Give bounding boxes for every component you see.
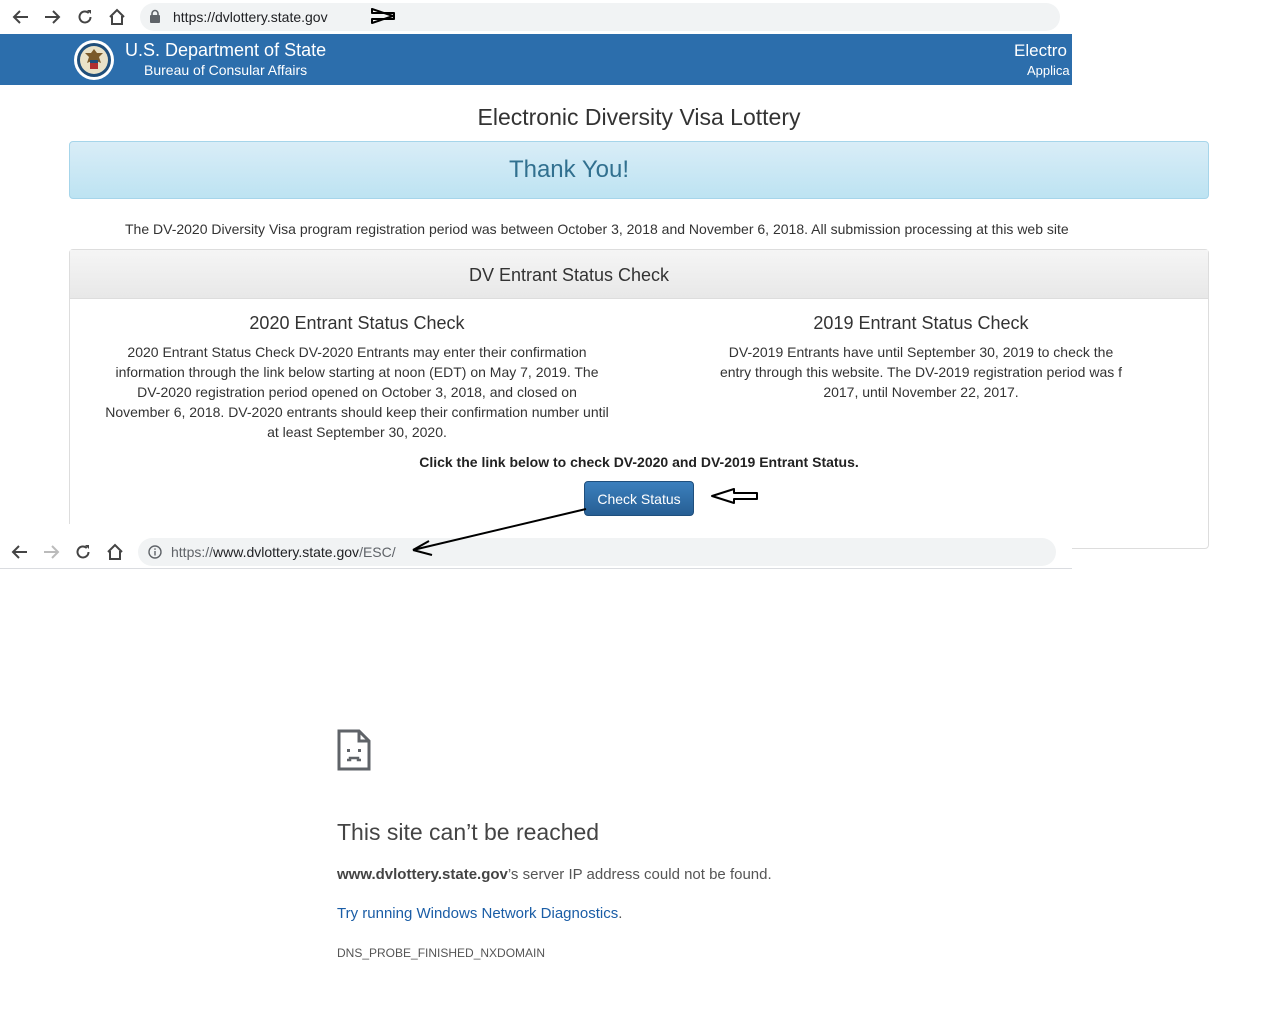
arrow-left-icon[interactable] [9, 541, 31, 563]
entrant-2020-title: 2020 Entrant Status Check [249, 313, 465, 333]
sad-page-icon [337, 729, 371, 771]
browser-toolbar-bottom [0, 524, 1072, 569]
header-right-subtitle: Applica [1027, 63, 1070, 78]
entrant-2019-line: DV-2019 Entrants have until September 30, 2019 to check the [728, 344, 1114, 360]
info-icon[interactable] [148, 545, 162, 564]
home-icon[interactable] [104, 541, 126, 563]
error-detail-suffix: ’s server IP address could not be found. [507, 866, 772, 883]
registration-notice: The DV-2020 Diversity Visa program registration period was between October 3, 2018 and November 6, 2018. All submission processing at this web site [125, 221, 1069, 237]
thank-you-text: Thank You! [508, 156, 630, 183]
address-url: https://www.dvlottery.state.gov/ESC/ [171, 544, 396, 560]
lock-icon [150, 10, 160, 28]
reload-icon[interactable] [72, 541, 94, 563]
arrow-right-icon[interactable] [41, 6, 63, 28]
page-title: Electronic Diversity Visa Lottery [477, 104, 801, 130]
address-bar[interactable] [138, 538, 1056, 566]
entrant-2019-text [664, 342, 1178, 402]
network-diagnostics-link[interactable]: Try running Windows Network Diagnostics [337, 905, 619, 922]
entrant-2020-line: at least September 30, 2020. [267, 424, 447, 440]
browser-toolbar-top [0, 0, 1072, 34]
entrant-2020-text [100, 342, 614, 442]
entrant-2020-line: DV-2020 registration period opened on October 3, 2018, and closed on [137, 384, 577, 400]
error-browser-window [0, 524, 1072, 1010]
error-host: www.dvlottery.state.gov [337, 866, 508, 883]
reload-icon[interactable] [74, 6, 96, 28]
panel-title: DV Entrant Status Check [468, 265, 670, 285]
error-code: DNS_PROBE_FINISHED_NXDOMAIN [337, 946, 546, 960]
arrow-left-icon[interactable] [10, 6, 32, 28]
site-header [0, 34, 1072, 85]
error-detail [337, 866, 772, 883]
panel-header [70, 250, 1208, 299]
entrant-2019-title: 2019 Entrant Status Check [813, 313, 1029, 333]
entrant-2019-line: entry through this website. The DV-2019 registration period was f [719, 364, 1123, 380]
thank-you-banner [69, 141, 1209, 199]
entrant-2020-line: 2020 Entrant Status Check DV-2020 Entrants may enter their confirmation [127, 344, 587, 360]
entrant-2020-line: November 6, 2018. DV-2020 entrants should keep their confirmation number until [105, 404, 609, 420]
state-department-seal-icon[interactable] [73, 39, 115, 81]
home-icon[interactable] [106, 6, 128, 28]
address-url: https://dvlottery.state.gov [173, 9, 328, 25]
check-status-button[interactable]: Check Status [584, 481, 694, 516]
entrant-2020-line: information through the link below starting at noon (EDT) on May 7, 2019. The [115, 364, 599, 380]
department-name[interactable]: U.S. Department of State [125, 40, 327, 60]
error-title: This site can’t be reached [337, 819, 600, 845]
network-diagnostics-line: Try running Windows Network Diagnostics. [337, 905, 623, 922]
bureau-name: Bureau of Consular Affairs [144, 62, 308, 78]
header-right-title: Electro [1014, 41, 1067, 60]
arrow-right-icon[interactable] [40, 541, 62, 563]
address-bar[interactable] [140, 3, 1060, 31]
click-instruction: Click the link below to check DV-2020 and DV-2019 Entrant Status. [419, 454, 859, 470]
entrant-2019-line: 2017, until November 22, 2017. [823, 384, 1019, 400]
